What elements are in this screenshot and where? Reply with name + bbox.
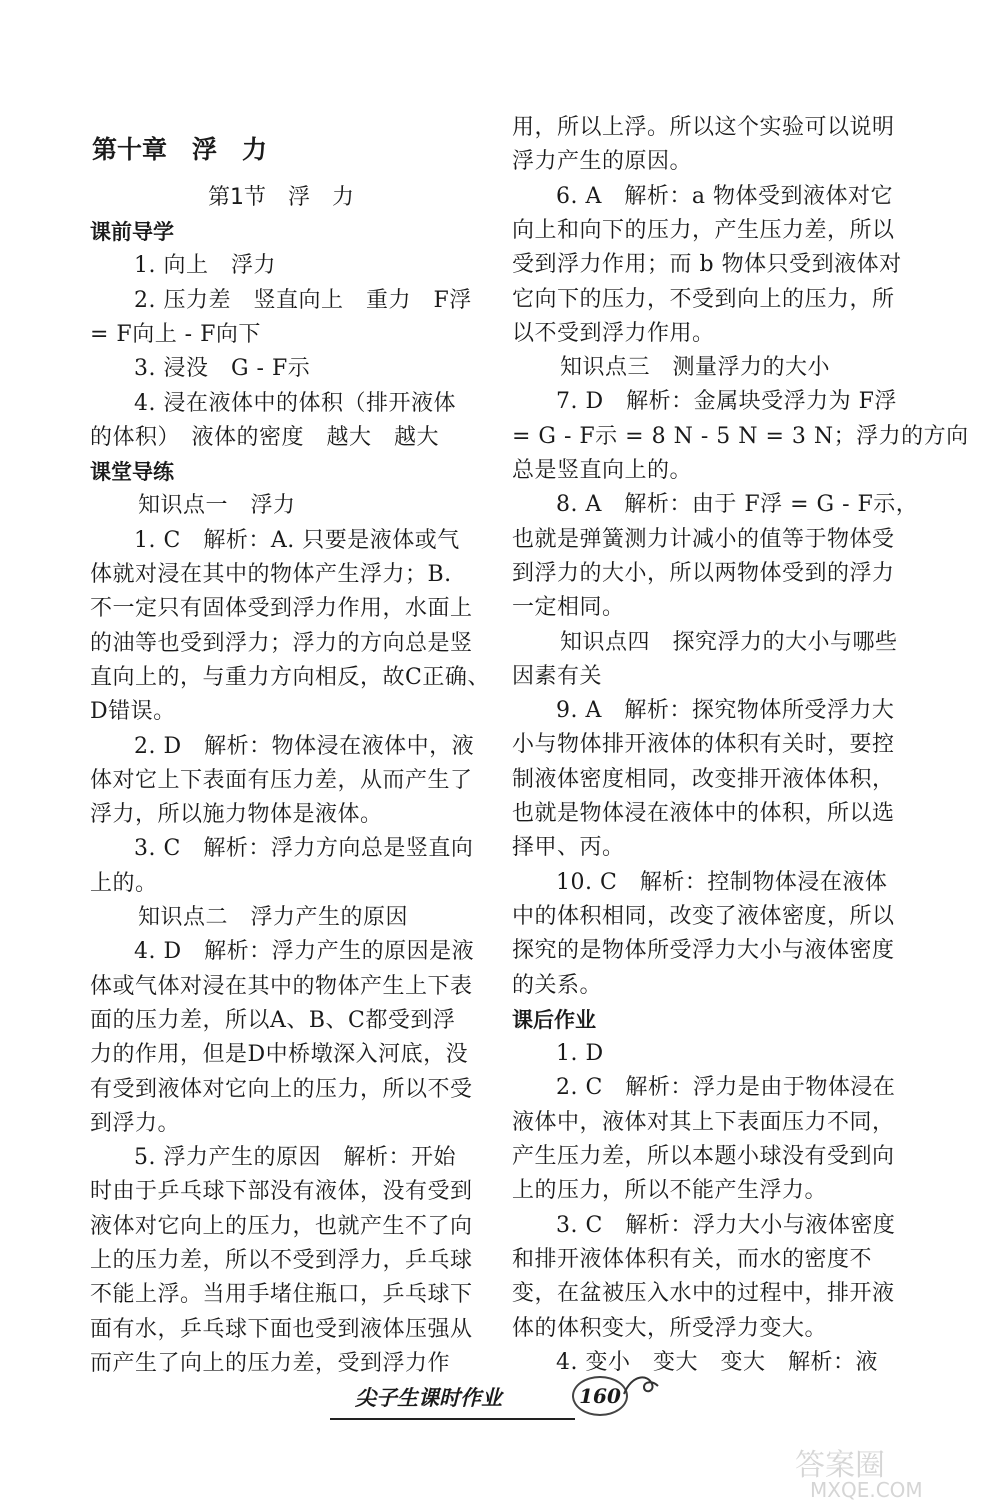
text-line: 知识点四 探究浮力的大小与哪些 (560, 629, 898, 655)
text-line: 受到浮力作用；而 b 物体只受到液体对 (512, 252, 902, 278)
footer-rule (330, 1418, 575, 1420)
text-line: 2. C 解析：浮力是由于物体浸在 (556, 1075, 896, 1101)
text-line: 的关系。 (512, 972, 603, 998)
chapter-title: 第十章 浮 力 (92, 135, 268, 164)
text-line: 体或气体对浸在其中的物体产生上下表 (90, 973, 473, 999)
text-line: 上的压力，所以不能产生浮力。 (512, 1178, 828, 1204)
text-line: 10. C 解析：控制物体浸在液体 (556, 869, 888, 895)
text-line: 2. 压力差 竖直向上 重力 F浮 (134, 287, 472, 313)
text-line: 中的体积相同，改变了液体密度，所以 (512, 903, 895, 929)
text-line: 6. A 解析：a 物体受到液体对它 (556, 183, 893, 209)
text-line: 4. D 解析：浮力产生的原因是液 (134, 939, 475, 965)
text-line: 1. 向上 浮力 (134, 253, 276, 279)
text-line: 体就对浸在其中的物体产生浮力；B. (90, 562, 452, 587)
text-line: 5. 浮力产生的原因 解析：开始 (134, 1145, 456, 1171)
page-number: 160 (572, 1376, 628, 1416)
text-line: 的体积） 液体的密度 越大 越大 (90, 424, 440, 450)
swirl-ornament-icon (622, 1372, 662, 1402)
text-line: 和排开液体体积有关，而水的密度不 (512, 1246, 873, 1272)
text-line: 3. C 解析：浮力方向总是竖直向 (134, 836, 474, 862)
text-line: 以不受到浮力作用。 (512, 320, 715, 346)
text-line: 7. D 解析：金属块受浮力为 F浮 (556, 389, 897, 415)
svg-text:MXQE.COM: MXQE.COM (810, 1478, 923, 1500)
text-line: = F向上 - F向下 (90, 321, 261, 347)
text-line: D错误。 (90, 699, 176, 725)
text-line: 总是竖直向上的。 (512, 458, 693, 483)
watermark-logo (790, 1440, 990, 1500)
text-line: 浮力，所以施力物体是液体。 (90, 802, 383, 828)
footer-title: 尖子生课时作业 (355, 1386, 502, 1410)
text-line: 浮力产生的原因。 (512, 149, 693, 175)
text-line: 液体对它向上的压力，也就产生不了向 (90, 1213, 473, 1239)
svg-text:答案圈: 答案圈 (795, 1448, 885, 1483)
text-line: 产生压力差，所以本题小球没有受到向 (512, 1144, 895, 1169)
text-line: 变，在盆被压入水中的过程中，排开液 (512, 1281, 895, 1307)
text-line: = G - F示 = 8 N - 5 N = 3 N；浮力的方向 (512, 423, 969, 449)
text-line: 体对它上下表面有压力差，从而产生了 (90, 767, 473, 793)
text-line: 面有水，乒乓球下面也受到液体压强从 (90, 1316, 473, 1342)
text-line: 3. 浸没 G - F示 (134, 356, 311, 382)
text-line: 到浮力。 (90, 1110, 181, 1136)
text-line: 也就是弹簧测力计减小的值等于物体受 (512, 526, 895, 552)
text-line: 3. C 解析：浮力大小与液体密度 (556, 1212, 896, 1238)
text-line: 2. D 解析：物体浸在液体中，液 (134, 733, 475, 759)
text-line: 4. 浸在液体中的体积（排开液体 (134, 390, 456, 416)
text-line: 有受到液体对它向上的压力，所以不受 (90, 1076, 473, 1102)
text-line: 液体中，液体对其上下表面压力不同， (512, 1109, 895, 1135)
text-line: 探究的是物体所受浮力大小与液体密度 (512, 938, 895, 964)
text-line: 9. A 解析：探究物体所受浮力大 (556, 698, 895, 724)
text-line: 上的。 (90, 870, 158, 896)
text-line: 知识点二 浮力产生的原因 (138, 905, 409, 930)
text-line: 面的压力差，所以A、B、C都受到浮 (90, 1007, 456, 1033)
text-line: 它向下的压力，不受到向上的压力，所 (512, 286, 895, 312)
text-line: 8. A 解析：由于 F浮 = G - F示， (556, 492, 919, 518)
text-line: 1. D (556, 1041, 604, 1067)
text-line: 择甲、丙。 (512, 835, 625, 861)
text-line: 也就是物体浸在液体中的体积，所以选 (512, 801, 895, 826)
text-line: 不一定只有固体受到浮力作用，水面上 (90, 596, 473, 622)
text-line: 的油等也受到浮力；浮力的方向总是竖 (90, 630, 473, 656)
text-line: 4. 变小 变大 变大 解析：液 (556, 1349, 878, 1375)
text-line: 到浮力的大小，所以两物体受到的浮力 (512, 560, 895, 586)
text-line: 直向上的，与重力方向相反，故C正确、 (90, 664, 490, 690)
text-line: 而产生了向上的压力差，受到浮力作 (90, 1350, 451, 1376)
text-line: 用，所以上浮。所以这个实验可以说明 (512, 115, 895, 140)
text-line: 知识点一 浮力 (138, 493, 296, 519)
text-line: 时由于乒乓球下部没有液体，没有受到 (90, 1179, 473, 1205)
text-line: 体的体积变大，所受浮力变大。 (512, 1315, 828, 1341)
text-line: 知识点三 测量浮力的大小 (560, 355, 831, 381)
section-heading: 课后作业 (512, 1007, 596, 1032)
section-title: 第1节 浮 力 (208, 185, 354, 210)
text-line: 上的压力差，所以不受到浮力，乒乓球 (90, 1248, 473, 1273)
text-line: 因素有关 (512, 663, 603, 689)
text-line: 力的作用，但是D中桥墩深入河底，没 (90, 1042, 469, 1068)
text-line: 不能上浮。当用手堵住瓶口，乒乓球下 (90, 1282, 473, 1308)
text-line: 小与物体排开液体的体积有关时，要控 (512, 732, 895, 758)
text-line: 制液体密度相同，改变排开液体体积， (512, 766, 895, 792)
section-heading: 课前导学 (90, 220, 174, 244)
text-line: 向上和向下的压力，产生压力差，所以 (512, 217, 895, 243)
text-line: 1. C 解析：A. 只要是液体或气 (134, 527, 460, 553)
text-line: 一定相同。 (512, 595, 625, 621)
section-heading: 课堂导练 (90, 460, 174, 485)
